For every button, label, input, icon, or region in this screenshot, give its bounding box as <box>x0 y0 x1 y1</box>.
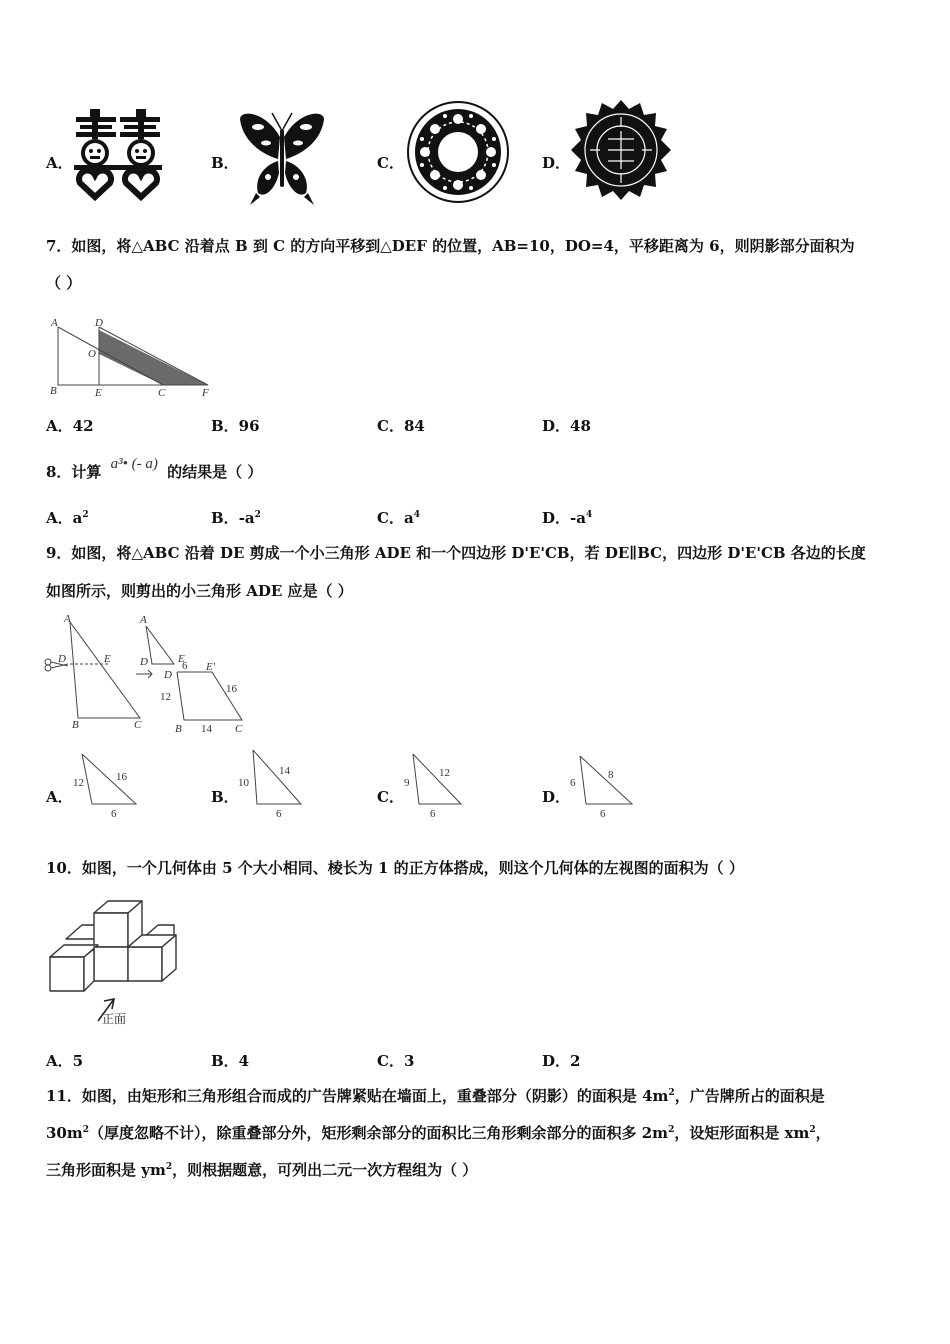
q7-option-b[interactable]: B．96 <box>211 417 260 435</box>
svg-text:6: 6 <box>276 808 282 820</box>
q8-option-a[interactable]: A．$a^2$ <box>46 509 89 527</box>
q9-stem-line2: 如图所示，则剪出的小三角形 ADE 应是（ ） <box>46 582 353 600</box>
q9-label-c: C <box>134 719 142 731</box>
q8-stem <box>46 456 263 483</box>
q9-label-b3: B <box>175 723 182 735</box>
q9-option-b[interactable]: B． 10 14 6 <box>211 744 311 820</box>
q10-option-c[interactable]: C．3 <box>377 1052 415 1070</box>
q9-label-d3: D <box>164 669 172 681</box>
q9-label-a: A <box>64 613 71 625</box>
q9-figure <box>44 612 250 736</box>
q9-option-d[interactable]: D． 6 8 6 <box>542 748 642 820</box>
q7-label-e: E <box>95 387 102 399</box>
q8-option-d[interactable]: D．$-a^4$ <box>542 509 593 527</box>
q6-option-a-letter[interactable]: A． <box>46 154 73 172</box>
q6-option-d-letter[interactable]: D． <box>542 154 571 172</box>
q9-option-a-triangle <box>72 748 142 820</box>
svg-text:6: 6 <box>111 808 117 820</box>
svg-text:16: 16 <box>116 771 127 783</box>
q7-option-c[interactable]: C．84 <box>377 417 425 435</box>
q9-label-12: 12 <box>160 691 171 703</box>
q7-option-a[interactable]: A．42 <box>46 417 94 435</box>
svg-text:9: 9 <box>404 777 410 789</box>
svg-text:14: 14 <box>279 765 290 777</box>
q7-figure <box>46 315 216 400</box>
q9-option-d-triangle <box>568 748 638 820</box>
q10-cube-figure <box>44 895 180 1033</box>
svg-text:6: 6 <box>600 808 606 820</box>
q7-option-d[interactable]: D．48 <box>542 417 591 435</box>
q9-label-b: B <box>72 719 79 731</box>
q7-label-c: C <box>158 387 166 399</box>
q11-stem-line3: 三角形面积是 $ym^2$，则根据题意，可列出二元一次方程组为（ ） <box>46 1161 478 1179</box>
q8-suffix: 的结果是（ ） <box>167 463 263 481</box>
q9-label-16: 16 <box>226 683 237 695</box>
q9-label-e3: E' <box>206 661 216 673</box>
q11-stem-line2: $30m^2$（厚度忽略不计），除重叠部分外，矩形剩余部分的面积比三角形剩余部分的面积多 $2m^2$，设矩形面积是 $xm^2$， <box>46 1124 831 1142</box>
q9-label-d2: D <box>140 656 148 668</box>
svg-text:6: 6 <box>570 777 576 789</box>
q9-label-d: D <box>58 653 66 665</box>
q9-stem-line1: 9．如图，将△ABC 沿着 DE 剪成一个小三角形 ADE 和一个四边形 D'E'CB，若 DE∥BC，四边形 D'E'CB 各边的长度 <box>46 544 866 562</box>
q7-label-a: A <box>51 317 58 329</box>
q9-label-c3: C <box>235 723 243 735</box>
q10-option-a[interactable]: A．5 <box>46 1052 84 1070</box>
butterfly-icon <box>236 107 328 207</box>
q6-options <box>0 95 950 210</box>
q10-stem: 10．如图，一个几何体由 5 个大小相同、棱长为 1 的正方体搭成，则这个几何体的左视图的面积为（ ） <box>46 859 744 877</box>
q7-label-o: O <box>88 348 96 360</box>
q9-option-b-triangle <box>237 744 307 820</box>
svg-text:8: 8 <box>608 769 614 781</box>
paper-cut-medallion-icon <box>570 99 672 201</box>
q9-label-a2: A <box>140 614 147 626</box>
q7-stem: 7．如图，将△ABC 沿着点 B 到 C 的方向平移到△DEF 的位置，AB=10，DO=4，平移距离为 6，则阴影部分面积为 <box>46 237 855 255</box>
q11-stem-line1: 11．如图，由矩形和三角形组合而成的广告牌紧贴在墙面上，重叠部分（阴影）的面积是 $4m^2$，广告牌所占的面积是 <box>46 1087 825 1105</box>
q9-label-e: E <box>104 653 111 665</box>
svg-text:12: 12 <box>73 777 84 789</box>
q9-option-c-triangle <box>403 748 473 820</box>
svg-text:6: 6 <box>430 808 436 820</box>
q9-label-e2: E <box>178 653 185 665</box>
svg-text:12: 12 <box>439 767 450 779</box>
q8-prefix: 8．计算 <box>46 463 102 481</box>
q9-label-14: 14 <box>201 723 212 735</box>
q8-option-b[interactable]: B．$-a^2$ <box>211 509 261 527</box>
q7-paren: （ ） <box>46 274 82 292</box>
q7-label-d: D <box>95 317 103 329</box>
q9-label-6: 6 <box>182 660 188 672</box>
double-happiness-icon <box>72 105 164 203</box>
q6-option-b-letter[interactable]: B． <box>211 154 239 172</box>
q7-label-b: B <box>50 385 57 397</box>
q8-expression: a³• (- a) <box>110 456 158 472</box>
q8-option-c[interactable]: C．$a^4$ <box>377 509 420 527</box>
q6-option-c-letter[interactable]: C． <box>377 154 404 172</box>
q9-option-c[interactable]: C． 9 12 6 <box>377 748 477 820</box>
q10-front-label: 正面 <box>102 1012 127 1026</box>
q10-option-d[interactable]: D．2 <box>542 1052 581 1070</box>
flower-ring-icon <box>405 99 511 205</box>
q10-option-b[interactable]: B．4 <box>211 1052 250 1070</box>
svg-text:10: 10 <box>238 777 249 789</box>
q7-label-f: F <box>202 387 209 399</box>
q9-option-a[interactable]: A． 12 16 6 <box>46 748 146 820</box>
